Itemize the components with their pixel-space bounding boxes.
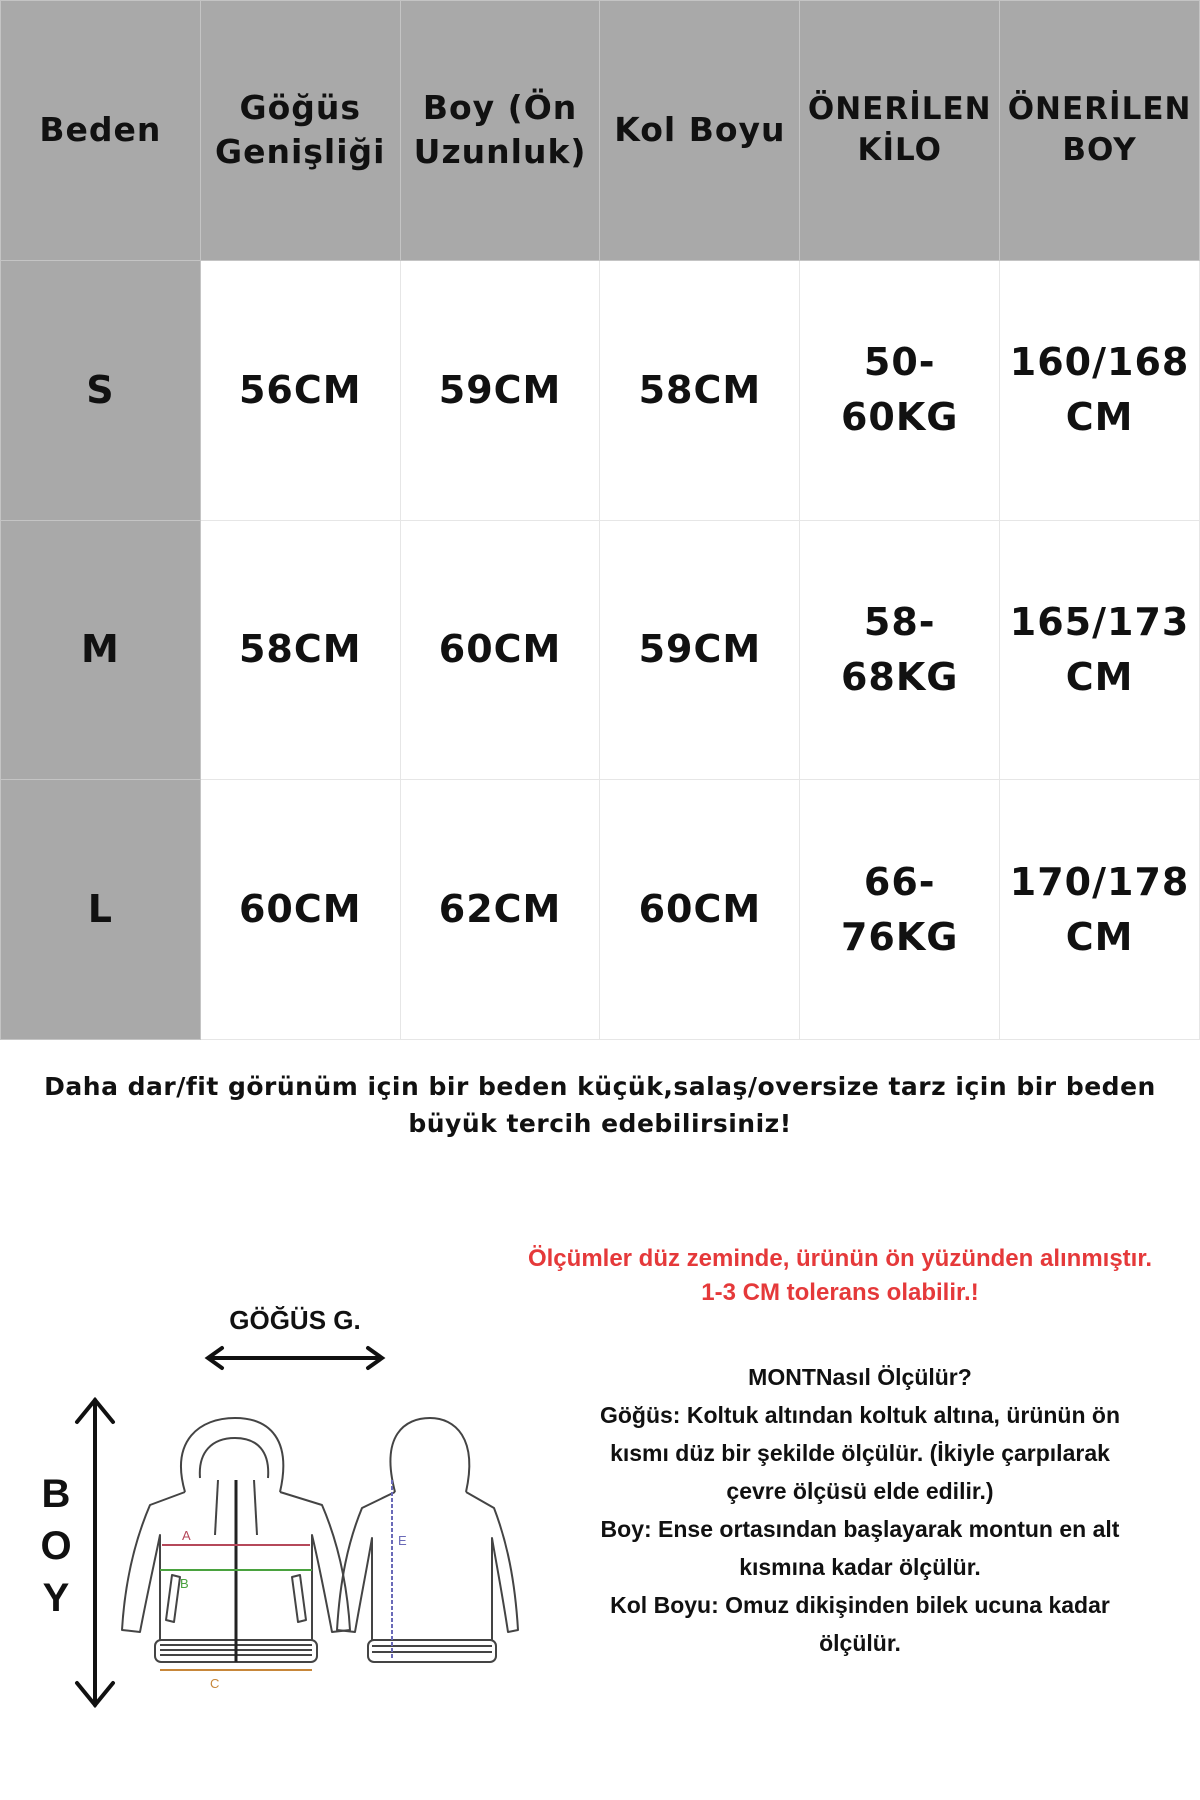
kilo-cell: 50- 60KG bbox=[800, 260, 1000, 520]
how-to-title: MONTNasıl Ölçülür? bbox=[748, 1364, 972, 1390]
how-to-line: çevre ölçüsü elde edilir.) bbox=[726, 1478, 994, 1504]
marker-c: C bbox=[210, 1676, 220, 1691]
how-to-line: Kol Boyu: Omuz dikişinden bilek ucuna kadar bbox=[610, 1592, 1110, 1618]
marker-e: E bbox=[398, 1533, 407, 1548]
table-row bbox=[1, 520, 1200, 780]
header-onerilen-boy: ÖNERİLEN BOY bbox=[1000, 1, 1200, 261]
header-gogus: Göğüs Genişliği bbox=[200, 1, 400, 261]
size-cell: L bbox=[1, 780, 201, 1040]
jacket-diagram bbox=[0, 1330, 520, 1730]
marker-b: B bbox=[180, 1576, 189, 1591]
table-row bbox=[1, 780, 1200, 1040]
measurement-note: Ölçümler düz zeminde, ürünün ön yüzünden alınmıştır. 1-3 CM tolerans olabilir.! bbox=[527, 1245, 1153, 1306]
gogus-cell: 58CM bbox=[200, 520, 400, 780]
length-arrow bbox=[77, 1400, 113, 1705]
chest-width-arrow bbox=[208, 1348, 382, 1368]
how-to-line: kısmına kadar ölçülür. bbox=[739, 1554, 981, 1580]
kol-cell: 60CM bbox=[600, 780, 800, 1040]
how-to-line: ölçülür. bbox=[819, 1630, 901, 1656]
how-to-line: kısmı düz bir şekilde ölçülür. (İkiyle çarpılarak bbox=[610, 1440, 1110, 1466]
jacket-front-icon bbox=[122, 1418, 350, 1662]
header-boy: Boy (Ön Uzunluk) bbox=[400, 1, 600, 261]
fit-note: Daha dar/fit görünüm için bir beden küçük,salaş/oversize tarz için bir beden büyük tercih edebilirsiniz! bbox=[44, 1072, 1156, 1138]
onerilen-boy-cell: 170/178 CM bbox=[1000, 780, 1200, 1040]
table-row bbox=[1, 260, 1200, 520]
jacket-back-icon bbox=[337, 1418, 518, 1662]
boy-cell: 59CM bbox=[400, 260, 600, 520]
header-kol: Kol Boyu bbox=[600, 1, 800, 261]
boy-cell: 62CM bbox=[400, 780, 600, 1040]
size-cell: M bbox=[1, 520, 201, 780]
boy-cell: 60CM bbox=[400, 520, 600, 780]
how-to-line: Göğüs: Koltuk altından koltuk altına, ürünün ön bbox=[599, 1402, 1121, 1428]
gogus-label: GÖĞÜS G. bbox=[229, 1305, 361, 1335]
how-to-line: Boy: Ense ortasından başlayarak montun en alt bbox=[600, 1516, 1120, 1542]
onerilen-boy-cell: 160/168 CM bbox=[1000, 260, 1200, 520]
header-onerilen-kilo: ÖNERİLEN KİLO bbox=[800, 1, 1000, 261]
kol-cell: 58CM bbox=[600, 260, 800, 520]
size-cell: S bbox=[1, 260, 201, 520]
boy-vertical-label: B O Y bbox=[40, 1472, 72, 1620]
kilo-cell: 66- 76KG bbox=[800, 780, 1000, 1040]
kilo-cell: 58- 68KG bbox=[800, 520, 1000, 780]
kol-cell: 59CM bbox=[600, 520, 800, 780]
how-to-measure bbox=[565, 1358, 1155, 1662]
table-header-row bbox=[1, 1, 1200, 261]
header-beden: Beden bbox=[1, 1, 201, 261]
gogus-cell: 56CM bbox=[200, 260, 400, 520]
onerilen-boy-cell: 165/173 CM bbox=[1000, 520, 1200, 780]
gogus-cell: 60CM bbox=[200, 780, 400, 1040]
marker-a: A bbox=[182, 1528, 191, 1543]
